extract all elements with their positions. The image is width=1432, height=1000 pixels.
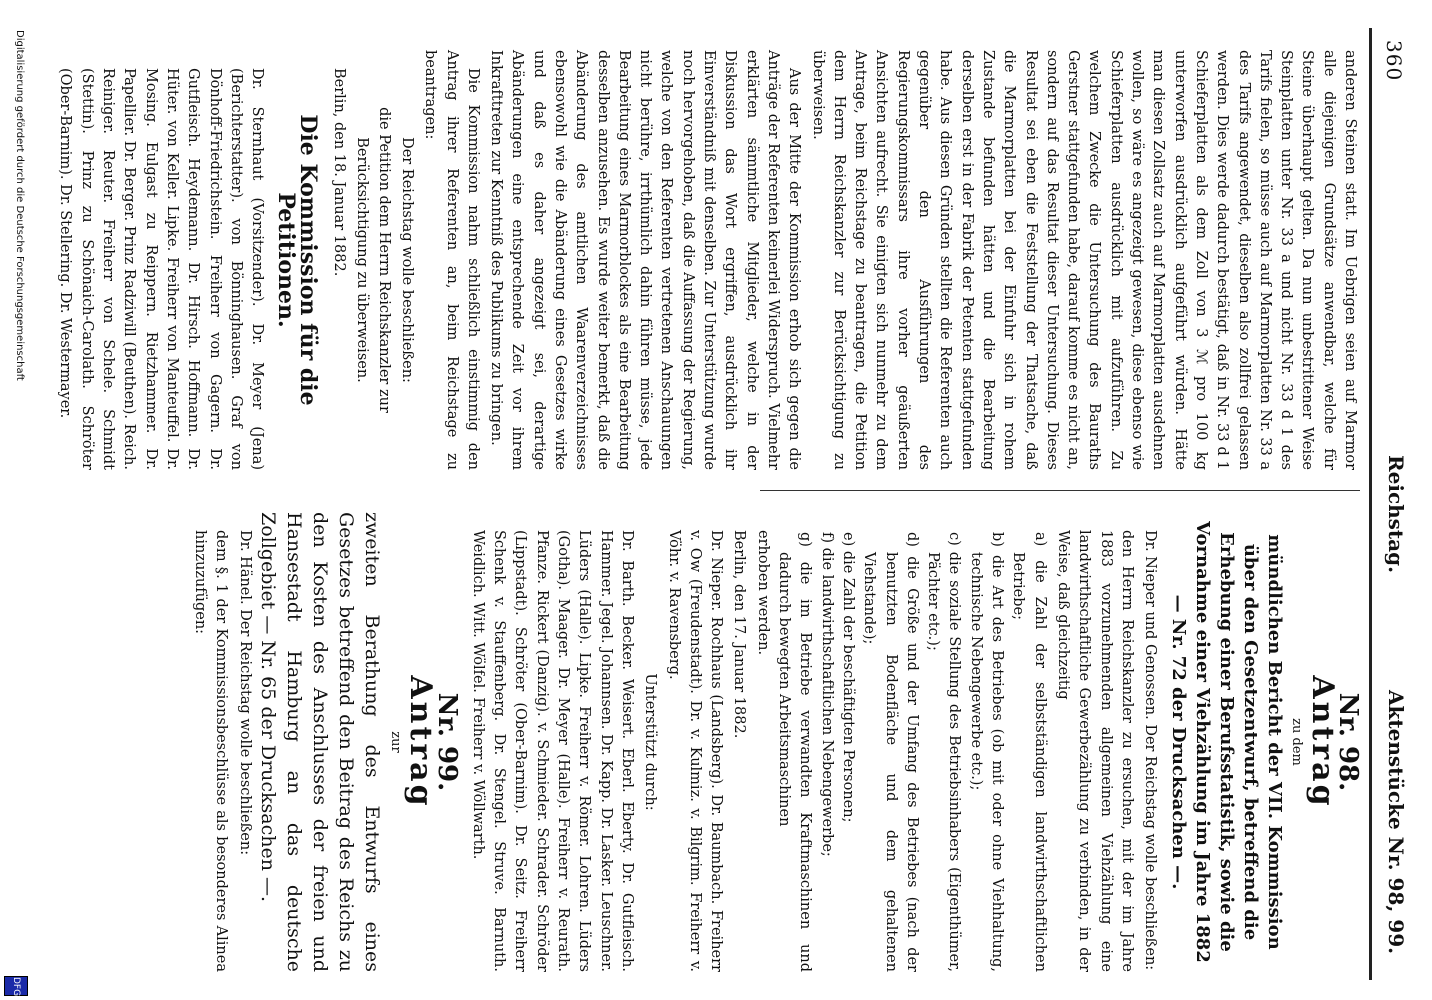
paragraph: Aus der Mitte der Kommission erhob sich gegen die Anträge der Referenten keinerlei Widerspruch. Vielmehr erklärten sämmtliche Mitglieder, welche in der Diskussion das Wort ergriffen, ausdrücklich ihr Einverständniß mit denselben. Zur Unterstützung wurde noch hervorgehoben, daß die Auffassung der Regierung, welche von den Referenten vertretenen Anschauungen nicht berühre, irrthümlich dahin führen müsse, jede Bearbeitung eines Marmorblockes als eine Bearbeitung desselben anzusehen. Es wurde weiter bemerkt, daß die Abänderung des amtlichen Waarenverzeichnisses ebensowohl wie die Abänderung eines Gesetzes wirke und daß es daher angezeigt sei, derartige Abänderungen eine entsprechende Zeit vor ihrem Inkrafttreten zur Kenntniß des Publikums zu bringen. xyxy=(488,50,803,470)
column-divider xyxy=(760,490,1360,491)
proposer-98: Dr. Nieper und Genossen. Der Reichstag wolle beschließen: xyxy=(1142,530,1159,971)
intro-99: zweiten Berathung des Entwurfs eines Gesetzes betreffend den Beitrag des Reichs zu den Kosten des Anschlusses der freien und Hansestadt Hamburg an das deutsche Zollgebiet — Nr. 65 der Drucksachen —. xyxy=(256,512,383,972)
list-item: d) die Größe und der Umfang des Betriebes (nach der benutzten Bodenfläche und dem gehaltenen Viehstande); xyxy=(861,532,920,972)
date-98: Berlin, den 17. Januar 1882. xyxy=(731,530,748,739)
publication-title: Reichstag. xyxy=(1384,455,1408,574)
commission-members: Dr. Sternhaut (Vorsitzender). Dr. Meyer (Jena) (Berichterstatter). von Bönninghausen. Graf von Dönhoff-Friedrichstein. Freiherr von Gagern. Dr. Gutfleisch. Heydemann. Dr. Hirsch. Hoffmann. Dr. Hüter. von Keller. Lipke. Freiherr von Manteuffel. Dr. Mosing. Eulgast zu Reippern. Rietzhammer. Dr. Papellier. Dr. Berger. Prinz Radziwill (Beuthen). Reich. Reiniger. Reuter. Freiherr von Schele. Schmidt (Stettin). Prinz zu Schönaich-Carolath. Schröter (Ober-Barnim). Dr. Stellering. Dr. Westermayer. xyxy=(57,68,266,470)
signers-98: Dr. Nieper. Rochhaus (Landsberg). Dr. Baumbach. Freiherr v. Ow (Freudenstadt). Dr. v. Kulmiz. v. Bilgrim. Freiherr v. Vöhr. v. Ravensberg. xyxy=(665,530,725,972)
paragraph: Die Kommission nahm schließlich einstimmig den Antrag ihrer Referenten an, beim Reichstage zu beantragen: xyxy=(422,50,481,470)
items-end: erhoben werden. xyxy=(754,530,771,656)
document-number-99: Nr. 99. xyxy=(431,692,462,792)
resolution-text: die Petition dem Herrn Reichskanzler zur Berücksichtigung zu überweisen. xyxy=(354,107,392,413)
paragraph: anderen Steinen statt. Im Uebrigen seien auf Marmor alle diejenigen Grundsätze anwendbar, welche für Steine überhaupt gelten. Da nun unbestrittener Weise Steinplatten unter Nr. 33 a und nicht Nr. 33 d 1 des Tarifs fielen, so müsse auch auf Marmorplatten Nr. 33 a des Tarifs angewendet, dieselben also zollfrei gelassen werden. Dies werde dadurch bestätigt, daß in Nr. 33 d 1 Schieferplatten als dem Zoll von 3 ℳ pro 100 kg unterworfen ausdrücklich aufgeführt würden. Hätte man diesen Zollsatz auch auf Marmorplatten ausdehnen wollen, so wäre es angezeigt gewesen, diese ebenso wie Schieferplatten ausdrücklich mit aufzuführen. Zu welchem Zwecke die Untersuchung des Bauraths Gerstner stattgefunden habe, darauf komme es nicht an, sondern auf das Resultat dieser Untersuchung. Dieses Resultat sei eben die Feststellung der Thatsache, daß die Marmorplatten bei der Einfuhr sich in rohem Zustande befunden hätten und die Bearbeitung derselben erst in der Fabrik der Petenten stattgefunden habe. Aus diesen Gründen stellten die Referenten auch gegenüber den Ausführungen des Regierungskommissars ihre vorher geäußerten Ansichten aufrecht. Sie einigten sich nunmehr zu dem Antrage, beim Reichstage zu beantragen, die Petition dem Herrn Reichskanzler zur Berücksichtigung zu überweisen. xyxy=(809,50,1358,470)
proposal-99: dem §. 1 der Kommissionsbeschlüsse als besonderes Alinea hinzuzufügen: xyxy=(192,530,230,972)
antrag-heading-98: Antrag xyxy=(1304,675,1340,809)
document-number-98: Nr. 98. xyxy=(1333,692,1363,792)
digitization-note: Digitalisierung gefördert durch die Deutsche Forschungsgemeinschaft xyxy=(14,30,25,381)
supporters-list: Dr. Barth. Becker. Weisert. Eberl. Eberty. Dr. Gutfleisch. Hammer. Jegel. Johannsen. Dr. Kapp. Dr. Lasker. Leuschner. Lüders (Halle). Lipke. Freiherr v. Römer. Lohren. Lüders (Gotha). Maager. Dr. Meyer (Halle). Freiherr v. Reurath. Pfanze. Rickert (Danzig). v. Schmieder. Schrader. Schröder (Lippstadt). Schröter (Ober-Barnim). Dr. Seitz. Freiherr Schenk v. Stauffenberg. Dr. Stengel. Struve. Barnuth. Weidlich. Witt. Wölfel. Freiherr v. Wöllwarth. xyxy=(469,530,635,972)
proposer-99: Dr. Hänel. Der Reichstag wolle beschließen: xyxy=(236,530,253,856)
list-item: f) die landwirthschaftlichen Nebengewerbe; xyxy=(818,532,835,857)
proposal-98: den Herrn Reichskanzler zu ersuchen, mit der im Jahre 1883 vorzunehmenden allgemeinen Viehzählung eine landwirthschaftliche Gewerbezählung zu verbinden, in der Weise, daß gleichzeitig xyxy=(1054,530,1135,972)
section-title: Aktenstücke Nr. 98, 99. xyxy=(1384,690,1408,955)
digitization-footer xyxy=(0,0,34,1000)
support-label: Unterstützt durch: xyxy=(642,673,659,811)
dfg-logo-icon xyxy=(4,976,28,996)
zu-dem-label: zu dem xyxy=(1289,718,1305,766)
list-item: a) die Zahl der selbstständigen landwirthschaftlichen Betriebe; xyxy=(1010,532,1048,972)
list-item: b) die Art des Betriebes (ob mit oder ohne Viehhaltung, technische Nebengewerbe etc.); xyxy=(967,532,1006,972)
logo-text: DFG xyxy=(11,977,21,997)
intro-98: mündlichen Bericht der VII. Kommission über den Gesetzentwurf, betreffend die Erhebung einer Berufsstatistik, sowie die Vornahme einer Viehzählung im Jahre 1882 — Nr. 72 der Drucksachen —. xyxy=(1168,521,1286,963)
list-item: e) die Zahl der beschäftigten Personen; xyxy=(839,532,856,823)
list-item: g) die im Betriebe verwandten Kraftmaschinen und dadurch bewegten Arbeitsmaschinen xyxy=(776,532,814,972)
antrag-heading-99: Antrag xyxy=(403,675,439,809)
page-number: 360 xyxy=(1382,40,1406,82)
header-rule xyxy=(1369,28,1372,980)
commission-title: Die Kommission für die Petitionen. xyxy=(273,114,321,406)
zur-label: zur xyxy=(388,731,404,753)
left-column xyxy=(52,50,1360,470)
survey-items xyxy=(773,512,1050,972)
right-column xyxy=(187,512,1363,972)
list-item: c) die soziale Stellung des Betriebsinhabers (Eigenthümer, Pächter etc.); xyxy=(925,532,963,972)
date-line: Berlin, den 18. Januar 1882. xyxy=(331,68,348,277)
page-header xyxy=(1374,0,1414,1000)
resolution-intro: Der Reichstag wolle beschließen: xyxy=(398,137,415,383)
